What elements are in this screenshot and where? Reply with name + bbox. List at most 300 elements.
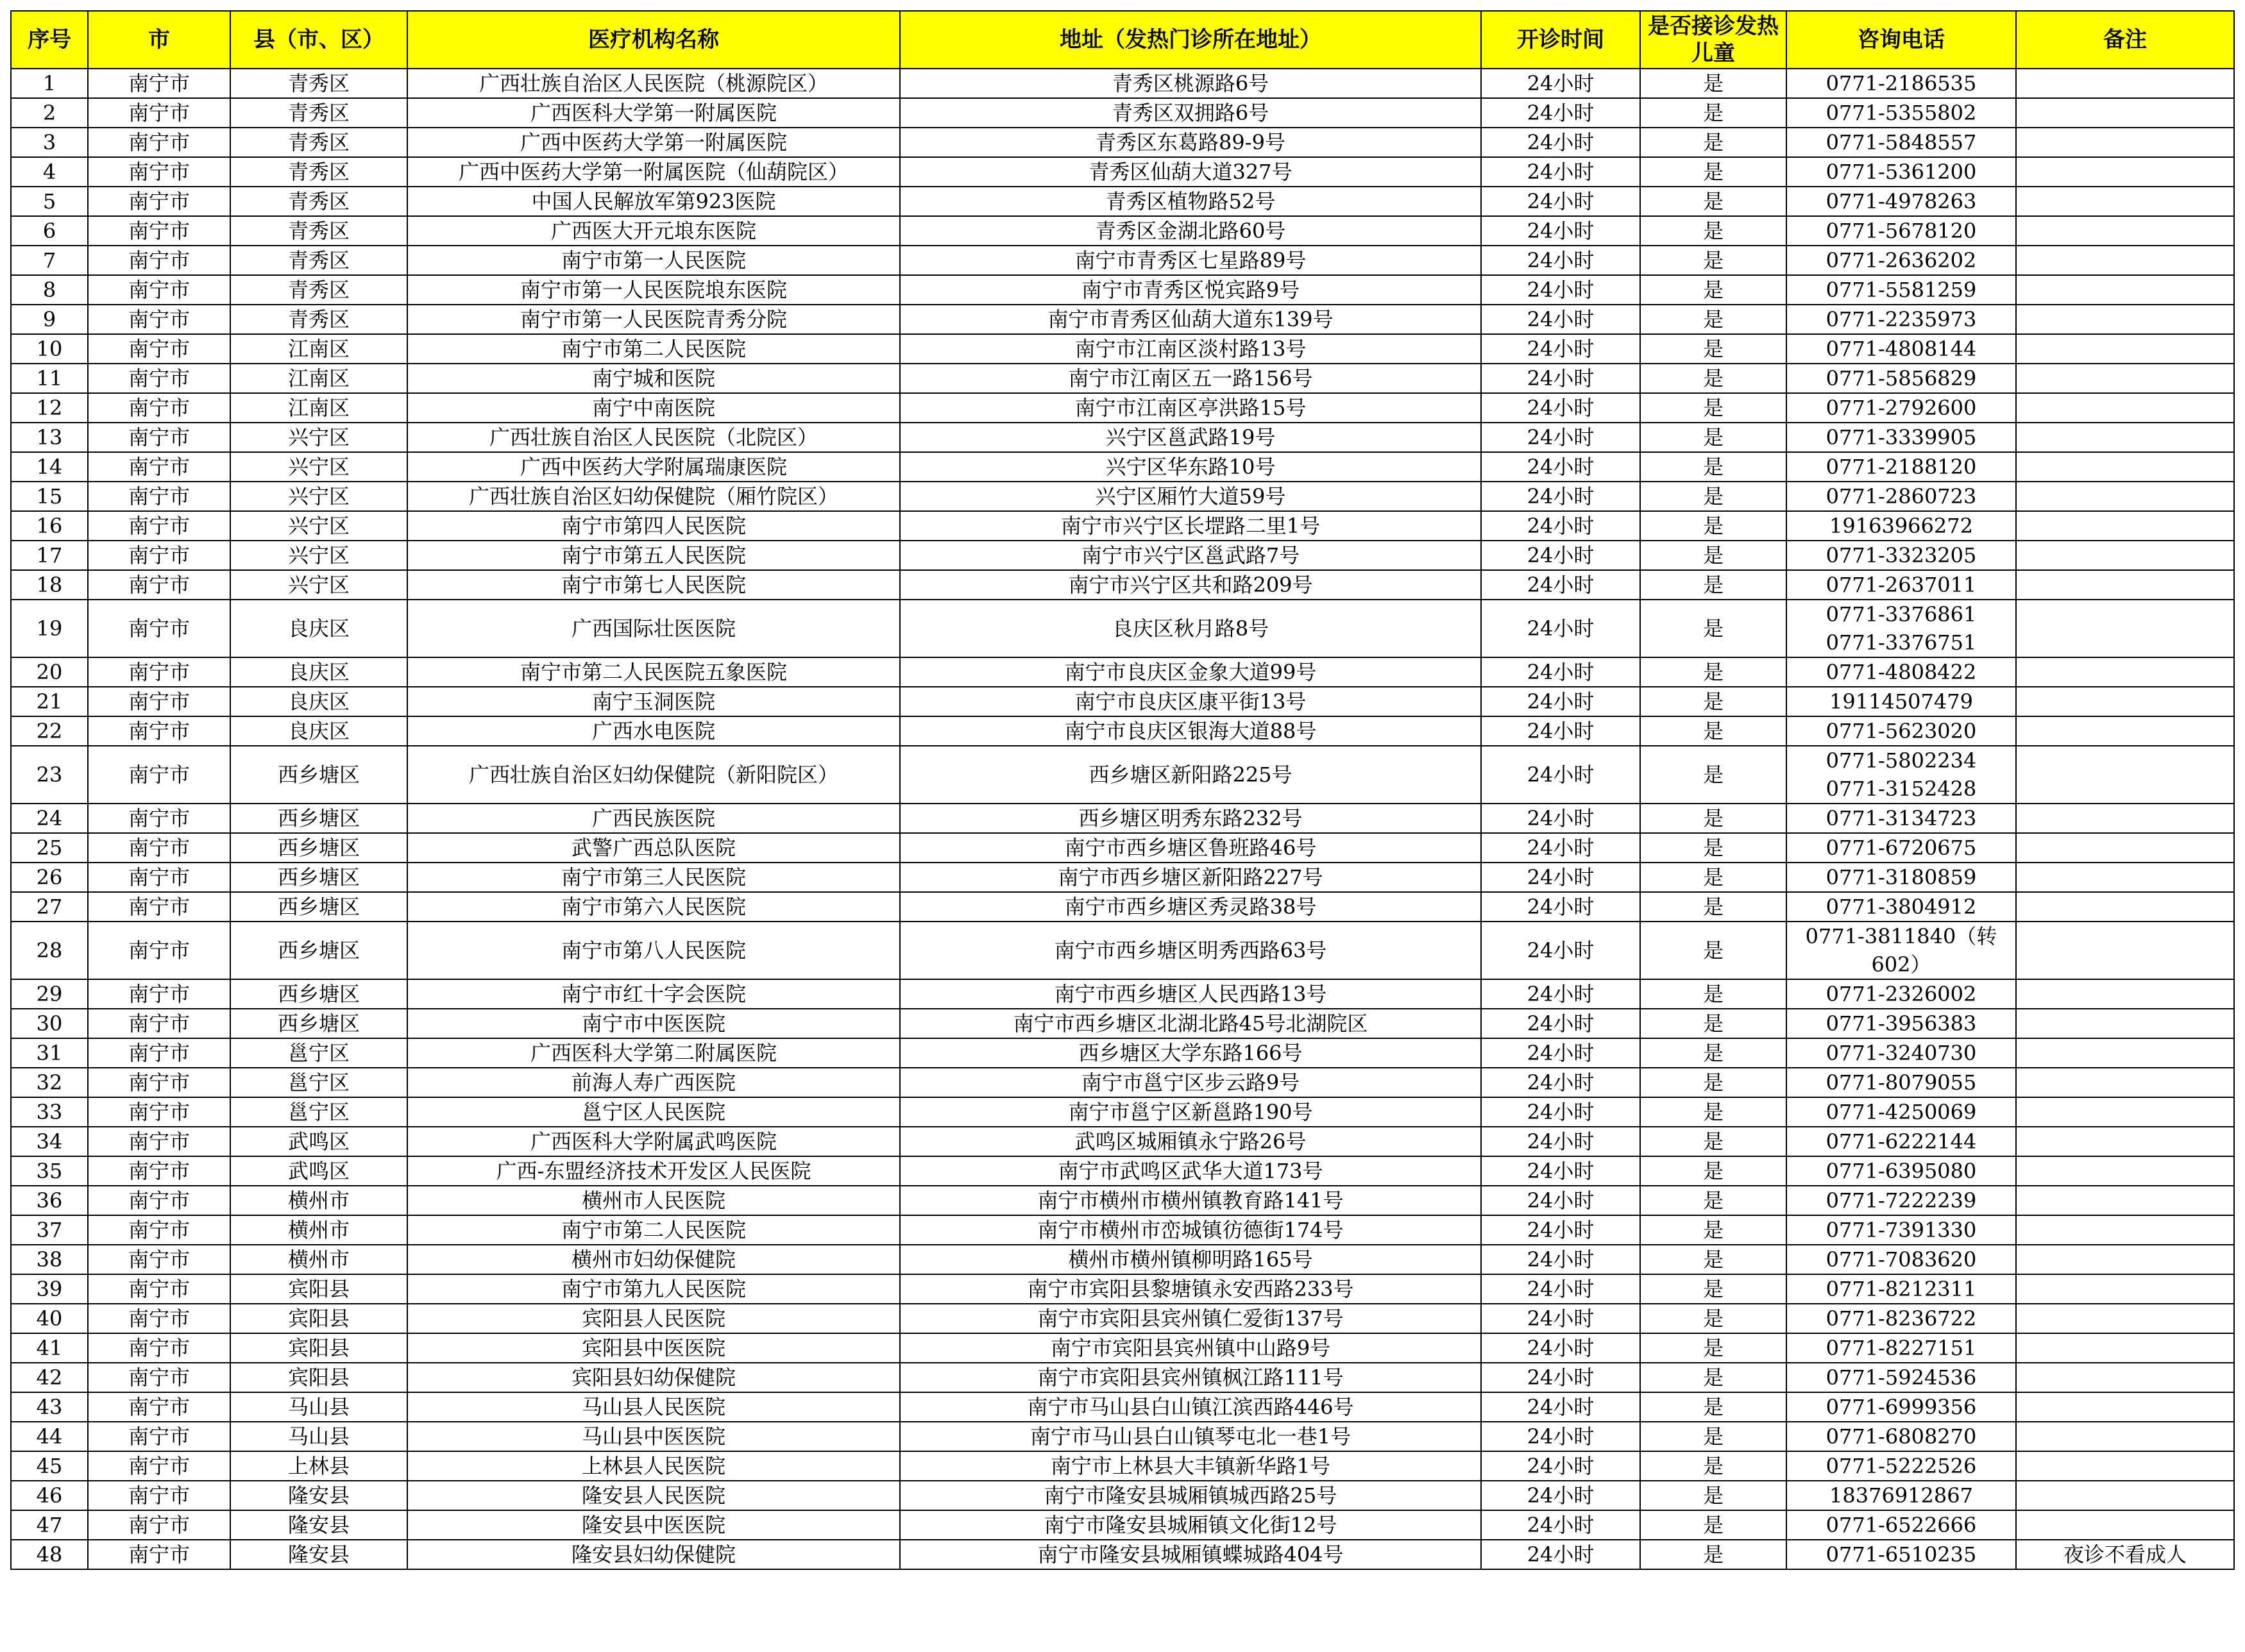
cell-county: 隆安县 bbox=[230, 1481, 407, 1510]
cell-hours: 24小时 bbox=[1481, 1156, 1640, 1186]
cell-institution: 中国人民解放军第923医院 bbox=[407, 187, 900, 216]
cell-institution: 南宁中南医院 bbox=[407, 393, 900, 423]
cell-phone: 19114507479 bbox=[1786, 687, 2016, 716]
cell-hours: 24小时 bbox=[1481, 1274, 1640, 1304]
cell-city: 南宁市 bbox=[88, 863, 230, 892]
cell-address: 南宁市邕宁区步云路9号 bbox=[900, 1068, 1481, 1097]
cell-phone: 0771-6222144 bbox=[1786, 1127, 2016, 1156]
table-row bbox=[11, 570, 2234, 600]
cell-address: 青秀区东葛路89-9号 bbox=[900, 128, 1481, 157]
cell-phone: 0771-8079055 bbox=[1786, 1068, 2016, 1097]
cell-county: 青秀区 bbox=[230, 128, 407, 157]
cell-hours: 24小时 bbox=[1481, 804, 1640, 833]
cell-remarks bbox=[2016, 511, 2234, 541]
cell-index: 6 bbox=[11, 216, 88, 246]
cell-remarks bbox=[2016, 657, 2234, 687]
table-row bbox=[11, 1363, 2234, 1392]
cell-phone: 0771-6395080 bbox=[1786, 1156, 2016, 1186]
cell-children: 是 bbox=[1640, 1363, 1786, 1392]
cell-institution: 广西医科大学第二附属医院 bbox=[407, 1038, 900, 1068]
cell-index: 4 bbox=[11, 157, 88, 187]
cell-city: 南宁市 bbox=[88, 716, 230, 746]
table-row bbox=[11, 246, 2234, 275]
table-row bbox=[11, 452, 2234, 482]
cell-institution: 广西壮族自治区人民医院（北院区） bbox=[407, 423, 900, 452]
cell-institution: 南宁市第五人民医院 bbox=[407, 541, 900, 570]
cell-hours: 24小时 bbox=[1481, 1304, 1640, 1333]
cell-index: 32 bbox=[11, 1068, 88, 1097]
cell-children: 是 bbox=[1640, 746, 1786, 804]
table-row bbox=[11, 600, 2234, 657]
cell-city: 南宁市 bbox=[88, 657, 230, 687]
cell-index: 40 bbox=[11, 1304, 88, 1333]
cell-hours: 24小时 bbox=[1481, 1038, 1640, 1068]
cell-remarks bbox=[2016, 1009, 2234, 1038]
cell-children: 是 bbox=[1640, 482, 1786, 511]
cell-phone: 19163966272 bbox=[1786, 511, 2016, 541]
cell-county: 西乡塘区 bbox=[230, 979, 407, 1009]
cell-remarks bbox=[2016, 128, 2234, 157]
header-remarks: 备注 bbox=[2016, 11, 2234, 69]
cell-hours: 24小时 bbox=[1481, 657, 1640, 687]
cell-city: 南宁市 bbox=[88, 1038, 230, 1068]
cell-county: 邕宁区 bbox=[230, 1097, 407, 1127]
cell-county: 西乡塘区 bbox=[230, 804, 407, 833]
cell-phone: 0771-2326002 bbox=[1786, 979, 2016, 1009]
cell-county: 青秀区 bbox=[230, 187, 407, 216]
cell-institution: 马山县人民医院 bbox=[407, 1392, 900, 1422]
cell-city: 南宁市 bbox=[88, 98, 230, 128]
cell-institution: 隆安县中医医院 bbox=[407, 1510, 900, 1540]
cell-city: 南宁市 bbox=[88, 1333, 230, 1363]
table-row bbox=[11, 1274, 2234, 1304]
table-row bbox=[11, 1392, 2234, 1422]
cell-address: 南宁市兴宁区共和路209号 bbox=[900, 570, 1481, 600]
cell-phone: 0771-2637011 bbox=[1786, 570, 2016, 600]
cell-county: 武鸣区 bbox=[230, 1156, 407, 1186]
cell-children: 是 bbox=[1640, 687, 1786, 716]
cell-address: 南宁市西乡塘区明秀西路63号 bbox=[900, 922, 1481, 979]
cell-phone: 0771-3811840（转 602） bbox=[1786, 922, 2016, 979]
cell-remarks bbox=[2016, 1186, 2234, 1215]
cell-phone: 0771-8212311 bbox=[1786, 1274, 2016, 1304]
table-row bbox=[11, 1009, 2234, 1038]
cell-address: 南宁市西乡塘区北湖北路45号北湖院区 bbox=[900, 1009, 1481, 1038]
header-row bbox=[11, 11, 2234, 69]
cell-phone: 0771-5581259 bbox=[1786, 275, 2016, 305]
cell-index: 1 bbox=[11, 69, 88, 98]
cell-address: 南宁市兴宁区长堽路二里1号 bbox=[900, 511, 1481, 541]
cell-address: 南宁市宾阳县宾州镇仁爱街137号 bbox=[900, 1304, 1481, 1333]
cell-hours: 24小时 bbox=[1481, 128, 1640, 157]
cell-index: 26 bbox=[11, 863, 88, 892]
cell-county: 青秀区 bbox=[230, 246, 407, 275]
cell-city: 南宁市 bbox=[88, 246, 230, 275]
cell-index: 41 bbox=[11, 1333, 88, 1363]
cell-children: 是 bbox=[1640, 511, 1786, 541]
cell-institution: 隆安县妇幼保健院 bbox=[407, 1540, 900, 1569]
cell-county: 西乡塘区 bbox=[230, 922, 407, 979]
cell-hours: 24小时 bbox=[1481, 1097, 1640, 1127]
cell-index: 34 bbox=[11, 1127, 88, 1156]
table-row bbox=[11, 804, 2234, 833]
cell-children: 是 bbox=[1640, 305, 1786, 334]
cell-children: 是 bbox=[1640, 1156, 1786, 1186]
cell-remarks bbox=[2016, 1274, 2234, 1304]
cell-institution: 宾阳县人民医院 bbox=[407, 1304, 900, 1333]
cell-children: 是 bbox=[1640, 541, 1786, 570]
cell-index: 43 bbox=[11, 1392, 88, 1422]
cell-children: 是 bbox=[1640, 1186, 1786, 1215]
cell-county: 兴宁区 bbox=[230, 570, 407, 600]
table-row bbox=[11, 1245, 2234, 1274]
cell-address: 南宁市青秀区仙葫大道东139号 bbox=[900, 305, 1481, 334]
cell-county: 西乡塘区 bbox=[230, 746, 407, 804]
cell-children: 是 bbox=[1640, 128, 1786, 157]
cell-remarks bbox=[2016, 1333, 2234, 1363]
cell-institution: 马山县中医医院 bbox=[407, 1422, 900, 1451]
table-row bbox=[11, 863, 2234, 892]
cell-children: 是 bbox=[1640, 600, 1786, 657]
cell-institution: 上林县人民医院 bbox=[407, 1451, 900, 1481]
cell-hours: 24小时 bbox=[1481, 1009, 1640, 1038]
cell-children: 是 bbox=[1640, 1215, 1786, 1245]
cell-county: 宾阳县 bbox=[230, 1363, 407, 1392]
cell-remarks bbox=[2016, 1156, 2234, 1186]
cell-county: 良庆区 bbox=[230, 716, 407, 746]
table-row bbox=[11, 1127, 2234, 1156]
table-row bbox=[11, 1422, 2234, 1451]
cell-index: 19 bbox=[11, 600, 88, 657]
cell-address: 良庆区秋月路8号 bbox=[900, 600, 1481, 657]
cell-hours: 24小时 bbox=[1481, 1422, 1640, 1451]
cell-children: 是 bbox=[1640, 1422, 1786, 1451]
cell-county: 隆安县 bbox=[230, 1540, 407, 1569]
cell-address: 南宁市上林县大丰镇新华路1号 bbox=[900, 1451, 1481, 1481]
table-row bbox=[11, 364, 2234, 393]
cell-address: 南宁市宾阳县黎塘镇永安西路233号 bbox=[900, 1274, 1481, 1304]
cell-institution: 南宁市第九人民医院 bbox=[407, 1274, 900, 1304]
cell-phone: 0771-2860723 bbox=[1786, 482, 2016, 511]
cell-institution: 广西中医药大学第一附属医院 bbox=[407, 128, 900, 157]
cell-address: 青秀区仙葫大道327号 bbox=[900, 157, 1481, 187]
cell-county: 青秀区 bbox=[230, 98, 407, 128]
cell-index: 23 bbox=[11, 746, 88, 804]
cell-county: 西乡塘区 bbox=[230, 1009, 407, 1038]
cell-institution: 广西医大开元埌东医院 bbox=[407, 216, 900, 246]
cell-county: 马山县 bbox=[230, 1422, 407, 1451]
header-institution: 医疗机构名称 bbox=[407, 11, 900, 69]
table-row bbox=[11, 393, 2234, 423]
cell-hours: 24小时 bbox=[1481, 892, 1640, 922]
cell-phone: 0771-6510235 bbox=[1786, 1540, 2016, 1569]
cell-children: 是 bbox=[1640, 187, 1786, 216]
table-body bbox=[11, 69, 2234, 1569]
cell-hours: 24小时 bbox=[1481, 1068, 1640, 1097]
table-row bbox=[11, 716, 2234, 746]
cell-address: 西乡塘区新阳路225号 bbox=[900, 746, 1481, 804]
cell-index: 16 bbox=[11, 511, 88, 541]
cell-institution: 武警广西总队医院 bbox=[407, 833, 900, 863]
cell-city: 南宁市 bbox=[88, 1156, 230, 1186]
cell-address: 横州市横州镇柳明路165号 bbox=[900, 1245, 1481, 1274]
cell-remarks bbox=[2016, 746, 2234, 804]
cell-city: 南宁市 bbox=[88, 482, 230, 511]
table-row bbox=[11, 1451, 2234, 1481]
cell-phone: 0771-3180859 bbox=[1786, 863, 2016, 892]
cell-phone: 0771-6808270 bbox=[1786, 1422, 2016, 1451]
cell-index: 45 bbox=[11, 1451, 88, 1481]
header-hours: 开诊时间 bbox=[1481, 11, 1640, 69]
cell-county: 江南区 bbox=[230, 393, 407, 423]
table-row bbox=[11, 1215, 2234, 1245]
cell-phone: 0771-2792600 bbox=[1786, 393, 2016, 423]
cell-phone: 0771-3240730 bbox=[1786, 1038, 2016, 1068]
cell-hours: 24小时 bbox=[1481, 716, 1640, 746]
cell-institution: 广西壮族自治区人民医院（桃源院区） bbox=[407, 69, 900, 98]
cell-remarks bbox=[2016, 687, 2234, 716]
cell-hours: 24小时 bbox=[1481, 863, 1640, 892]
cell-institution: 横州市妇幼保健院 bbox=[407, 1245, 900, 1274]
cell-county: 上林县 bbox=[230, 1451, 407, 1481]
cell-hours: 24小时 bbox=[1481, 305, 1640, 334]
cell-county: 邕宁区 bbox=[230, 1038, 407, 1068]
cell-remarks bbox=[2016, 1068, 2234, 1097]
cell-institution: 南宁市第一人民医院 bbox=[407, 246, 900, 275]
cell-address: 武鸣区城厢镇永宁路26号 bbox=[900, 1127, 1481, 1156]
cell-hours: 24小时 bbox=[1481, 246, 1640, 275]
table-row bbox=[11, 98, 2234, 128]
cell-remarks bbox=[2016, 570, 2234, 600]
cell-address: 南宁市马山县白山镇琴屯北一巷1号 bbox=[900, 1422, 1481, 1451]
cell-hours: 24小时 bbox=[1481, 216, 1640, 246]
cell-county: 江南区 bbox=[230, 334, 407, 364]
cell-index: 11 bbox=[11, 364, 88, 393]
cell-county: 青秀区 bbox=[230, 157, 407, 187]
table-row bbox=[11, 423, 2234, 452]
cell-index: 10 bbox=[11, 334, 88, 364]
cell-address: 南宁市武鸣区武华大道173号 bbox=[900, 1156, 1481, 1186]
cell-phone: 0771-2186535 bbox=[1786, 69, 2016, 98]
cell-hours: 24小时 bbox=[1481, 393, 1640, 423]
cell-remarks bbox=[2016, 452, 2234, 482]
cell-phone: 0771-3376861 0771-3376751 bbox=[1786, 600, 2016, 657]
cell-index: 7 bbox=[11, 246, 88, 275]
cell-city: 南宁市 bbox=[88, 979, 230, 1009]
cell-county: 青秀区 bbox=[230, 305, 407, 334]
cell-county: 良庆区 bbox=[230, 657, 407, 687]
cell-index: 13 bbox=[11, 423, 88, 452]
cell-remarks bbox=[2016, 863, 2234, 892]
table-row bbox=[11, 157, 2234, 187]
cell-address: 兴宁区华东路10号 bbox=[900, 452, 1481, 482]
cell-institution: 广西医科大学附属武鸣医院 bbox=[407, 1127, 900, 1156]
cell-hours: 24小时 bbox=[1481, 1127, 1640, 1156]
cell-index: 35 bbox=[11, 1156, 88, 1186]
cell-address: 青秀区金湖北路60号 bbox=[900, 216, 1481, 246]
cell-index: 2 bbox=[11, 98, 88, 128]
cell-remarks bbox=[2016, 98, 2234, 128]
cell-hours: 24小时 bbox=[1481, 922, 1640, 979]
cell-hours: 24小时 bbox=[1481, 511, 1640, 541]
cell-remarks bbox=[2016, 216, 2234, 246]
cell-institution: 广西民族医院 bbox=[407, 804, 900, 833]
cell-county: 青秀区 bbox=[230, 275, 407, 305]
cell-phone: 0771-2636202 bbox=[1786, 246, 2016, 275]
cell-institution: 南宁市第四人民医院 bbox=[407, 511, 900, 541]
cell-address: 青秀区双拥路6号 bbox=[900, 98, 1481, 128]
cell-city: 南宁市 bbox=[88, 452, 230, 482]
cell-city: 南宁市 bbox=[88, 305, 230, 334]
cell-phone: 0771-6999356 bbox=[1786, 1392, 2016, 1422]
cell-index: 31 bbox=[11, 1038, 88, 1068]
cell-index: 9 bbox=[11, 305, 88, 334]
cell-children: 是 bbox=[1640, 1097, 1786, 1127]
cell-remarks bbox=[2016, 1245, 2234, 1274]
cell-address: 兴宁区厢竹大道59号 bbox=[900, 482, 1481, 511]
cell-county: 横州市 bbox=[230, 1245, 407, 1274]
header-address: 地址（发热门诊所在地址） bbox=[900, 11, 1481, 69]
cell-address: 青秀区植物路52号 bbox=[900, 187, 1481, 216]
cell-address: 南宁市江南区五一路156号 bbox=[900, 364, 1481, 393]
cell-children: 是 bbox=[1640, 1009, 1786, 1038]
cell-index: 12 bbox=[11, 393, 88, 423]
table-row bbox=[11, 1510, 2234, 1540]
cell-index: 20 bbox=[11, 657, 88, 687]
cell-institution: 南宁市第三人民医院 bbox=[407, 863, 900, 892]
cell-institution: 南宁市第二人民医院 bbox=[407, 334, 900, 364]
cell-city: 南宁市 bbox=[88, 275, 230, 305]
cell-city: 南宁市 bbox=[88, 157, 230, 187]
cell-county: 宾阳县 bbox=[230, 1333, 407, 1363]
cell-city: 南宁市 bbox=[88, 128, 230, 157]
cell-institution: 隆安县人民医院 bbox=[407, 1481, 900, 1510]
cell-children: 是 bbox=[1640, 804, 1786, 833]
cell-hours: 24小时 bbox=[1481, 1333, 1640, 1363]
cell-index: 17 bbox=[11, 541, 88, 570]
cell-children: 是 bbox=[1640, 657, 1786, 687]
table-row bbox=[11, 69, 2234, 98]
table-row bbox=[11, 1156, 2234, 1186]
cell-address: 南宁市隆安县城厢镇文化街12号 bbox=[900, 1510, 1481, 1540]
cell-hours: 24小时 bbox=[1481, 423, 1640, 452]
cell-hours: 24小时 bbox=[1481, 1215, 1640, 1245]
cell-county: 横州市 bbox=[230, 1215, 407, 1245]
cell-index: 15 bbox=[11, 482, 88, 511]
cell-phone: 0771-7083620 bbox=[1786, 1245, 2016, 1274]
cell-children: 是 bbox=[1640, 1481, 1786, 1510]
cell-hours: 24小时 bbox=[1481, 1363, 1640, 1392]
cell-children: 是 bbox=[1640, 570, 1786, 600]
cell-address: 南宁市横州市横州镇教育路141号 bbox=[900, 1186, 1481, 1215]
cell-phone: 0771-5623020 bbox=[1786, 716, 2016, 746]
cell-index: 24 bbox=[11, 804, 88, 833]
cell-county: 青秀区 bbox=[230, 216, 407, 246]
cell-city: 南宁市 bbox=[88, 1097, 230, 1127]
cell-city: 南宁市 bbox=[88, 423, 230, 452]
cell-hours: 24小时 bbox=[1481, 1540, 1640, 1569]
cell-institution: 宾阳县妇幼保健院 bbox=[407, 1363, 900, 1392]
cell-remarks bbox=[2016, 1392, 2234, 1422]
cell-remarks bbox=[2016, 1510, 2234, 1540]
cell-index: 14 bbox=[11, 452, 88, 482]
cell-index: 46 bbox=[11, 1481, 88, 1510]
cell-institution: 南宁市第二人民医院 bbox=[407, 1215, 900, 1245]
cell-city: 南宁市 bbox=[88, 1392, 230, 1422]
cell-hours: 24小时 bbox=[1481, 187, 1640, 216]
cell-phone: 0771-4250069 bbox=[1786, 1097, 2016, 1127]
cell-address: 南宁市良庆区康平街13号 bbox=[900, 687, 1481, 716]
cell-city: 南宁市 bbox=[88, 393, 230, 423]
cell-hours: 24小时 bbox=[1481, 98, 1640, 128]
cell-address: 南宁市隆安县城厢镇城西路25号 bbox=[900, 1481, 1481, 1510]
table-row bbox=[11, 687, 2234, 716]
cell-phone: 0771-8227151 bbox=[1786, 1333, 2016, 1363]
cell-hours: 24小时 bbox=[1481, 746, 1640, 804]
cell-children: 是 bbox=[1640, 1510, 1786, 1540]
cell-institution: 南宁市第八人民医院 bbox=[407, 922, 900, 979]
cell-institution: 南宁市红十字会医院 bbox=[407, 979, 900, 1009]
cell-remarks bbox=[2016, 246, 2234, 275]
table-row bbox=[11, 128, 2234, 157]
cell-city: 南宁市 bbox=[88, 1245, 230, 1274]
cell-index: 36 bbox=[11, 1186, 88, 1215]
cell-remarks bbox=[2016, 600, 2234, 657]
cell-hours: 24小时 bbox=[1481, 275, 1640, 305]
cell-children: 是 bbox=[1640, 863, 1786, 892]
cell-remarks bbox=[2016, 1097, 2234, 1127]
table-row bbox=[11, 833, 2234, 863]
cell-index: 39 bbox=[11, 1274, 88, 1304]
cell-county: 良庆区 bbox=[230, 600, 407, 657]
cell-remarks bbox=[2016, 1422, 2234, 1451]
cell-children: 是 bbox=[1640, 892, 1786, 922]
cell-address: 南宁市江南区淡村路13号 bbox=[900, 334, 1481, 364]
cell-children: 是 bbox=[1640, 922, 1786, 979]
cell-city: 南宁市 bbox=[88, 600, 230, 657]
cell-county: 兴宁区 bbox=[230, 541, 407, 570]
fever-clinic-table bbox=[10, 10, 2235, 1570]
cell-remarks bbox=[2016, 482, 2234, 511]
cell-institution: 南宁市第六人民医院 bbox=[407, 892, 900, 922]
cell-address: 南宁市青秀区悦宾路9号 bbox=[900, 275, 1481, 305]
header-index: 序号 bbox=[11, 11, 88, 69]
cell-city: 南宁市 bbox=[88, 1068, 230, 1097]
cell-hours: 24小时 bbox=[1481, 157, 1640, 187]
cell-phone: 0771-3956383 bbox=[1786, 1009, 2016, 1038]
cell-county: 邕宁区 bbox=[230, 1068, 407, 1097]
cell-children: 是 bbox=[1640, 216, 1786, 246]
cell-remarks bbox=[2016, 1481, 2234, 1510]
cell-address: 南宁市横州市峦城镇彷德街174号 bbox=[900, 1215, 1481, 1245]
cell-children: 是 bbox=[1640, 423, 1786, 452]
cell-hours: 24小时 bbox=[1481, 1186, 1640, 1215]
cell-index: 5 bbox=[11, 187, 88, 216]
cell-county: 隆安县 bbox=[230, 1510, 407, 1540]
cell-remarks bbox=[2016, 979, 2234, 1009]
table-row bbox=[11, 187, 2234, 216]
cell-remarks bbox=[2016, 69, 2234, 98]
cell-phone: 0771-5355802 bbox=[1786, 98, 2016, 128]
cell-children: 是 bbox=[1640, 1245, 1786, 1274]
cell-institution: 南宁市中医医院 bbox=[407, 1009, 900, 1038]
cell-hours: 24小时 bbox=[1481, 833, 1640, 863]
cell-county: 西乡塘区 bbox=[230, 833, 407, 863]
cell-address: 南宁市隆安县城厢镇蝶城路404号 bbox=[900, 1540, 1481, 1569]
cell-city: 南宁市 bbox=[88, 1540, 230, 1569]
cell-institution: 横州市人民医院 bbox=[407, 1186, 900, 1215]
cell-hours: 24小时 bbox=[1481, 687, 1640, 716]
